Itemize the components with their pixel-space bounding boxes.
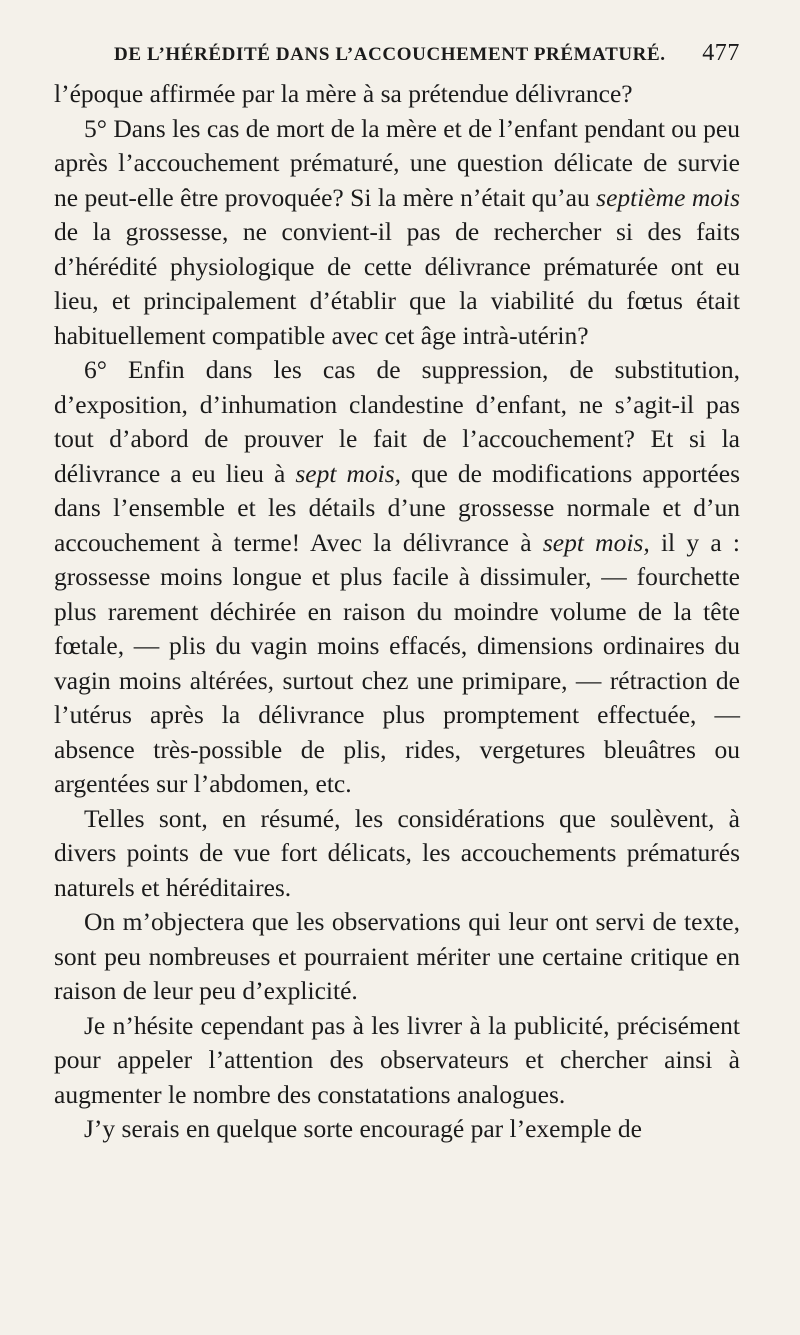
paragraph-summary <box>54 802 740 906</box>
paragraph-publication <box>54 1009 740 1113</box>
paragraph-text: Je n’hésite cependant pas à les livrer à la publicité, précisément pour appeler l’attention des observateurs et chercher ainsi à augmenter le nombre des constatations analogues. <box>54 1010 740 1109</box>
page-header <box>114 40 740 67</box>
paragraph-final <box>54 1112 740 1147</box>
paragraph-item-6 <box>54 353 740 802</box>
paragraph-text: l’époque affirmée par la mère à sa prétendue délivrance? <box>54 79 633 108</box>
paragraph-text: Telles sont, en résumé, les considérations que soulèvent, à divers points de vue fort délicats, les accouchements prématurés naturels et héréditaires. <box>54 803 740 902</box>
page-number: 477 <box>702 40 740 66</box>
paragraph-text: J’y serais en quelque sorte encouragé par l’exemple de <box>84 1114 642 1143</box>
paragraph-item-5 <box>54 112 740 354</box>
italic-phrase: sept mois, <box>542 527 650 557</box>
paragraph-text: 6° Enfin dans les cas de suppression, de substitution, d’exposition, d’inhumation clandestine d’enfant, ne s’agit-il pas tout d’abord de prouver le fait de l’accouchement? Et si la délivrance a eu lieu à <box>54 355 740 488</box>
paragraph-objection <box>54 905 740 1009</box>
paragraph-text: que de modifications apportées dans l’ensemble et les détails d’une grossesse normale et d’un accouchement à terme! Avec la délivrance à <box>54 458 740 557</box>
italic-phrase: septième mois <box>596 182 740 212</box>
paragraph-text: il y a : grossesse moins longue et plus facile à dissimuler, — fourchette plus rarement déchirée en raison du moindre volume de la tête fœtale, — plis du vagin moins effacés, dimensions ordinaires du vagin moins altérées, surtout chez une primipare, — rétraction de l’utérus après la délivrance plus promptement effectuée, — absence très-possible de plis, rides, vergetures bleuâtres ou argentées sur l’abdomen, etc. <box>54 527 741 798</box>
paragraph-text: de la grossesse, ne convient-il pas de rechercher si des faits d’hérédité physiologique de cette délivrance prématurée ont eu lieu, et principalement d’établir que la viabilité du fœtus était habituellement compatible avec cet âge intrà-utérin? <box>54 217 740 350</box>
paragraph-continuation <box>54 77 740 112</box>
italic-phrase: sept mois, <box>295 458 402 488</box>
running-title: DE L’HÉRÉDITÉ DANS L’ACCOUCHEMENT PRÉMATURÉ. <box>114 44 666 65</box>
paragraph-text: 5° Dans les cas de mort de la mère et de l’enfant pendant ou peu après l’accouchement prématuré, une question délicate de survie ne peut-elle être provoquée? Si la mère n’était qu’au <box>54 113 740 212</box>
paragraph-text: On m’objectera que les observations qui leur ont servi de texte, sont peu nombreuses et pourraient mériter une certaine critique en raison de leur peu d’explicité. <box>54 907 740 1005</box>
